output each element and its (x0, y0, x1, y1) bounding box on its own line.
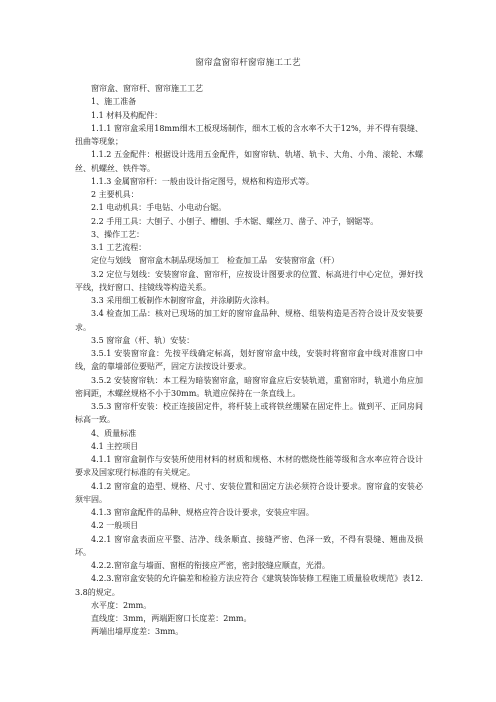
paragraph: 1.1.2 五金配件：根据设计选用五金配件，如窗帘轨、轨堵、轨卡、大角、小角、滚轮、木螺丝、机螺丝、铁件等。 (75, 150, 423, 173)
paragraph: 定位与划线 窗帘盒木制品现场加工 检查加工品 安装窗帘盒（杆） (91, 256, 339, 266)
paragraph: 3.1 工艺流程： (91, 243, 147, 252)
paragraph: 4.2.3.窗帘盒安装的允许偏差和检验方法应符合《建筑装饰装修工程施工质量验收规范》表12.3.8的规定。 (75, 574, 423, 597)
paragraph: 2 主要机具： (91, 190, 139, 199)
paragraph: 4.1.1 窗帘盒制作与安装所使用材料的材质和规格、木材的燃烧性能等级和含水率应符合设计要求及国家现行标准的有关规定。 (75, 455, 423, 478)
paragraph: 3.3 采用细工板制作木制窗帘盒，并涂刷防火涂料。 (91, 296, 275, 305)
paragraph: 2.1 电动机具：手电钻、小电动台锯。 (91, 203, 227, 213)
paragraph: 4.2.1 窗帘盒表面应平整、洁净、线条顺直、接缝严密、色泽一致，不得有裂缝、翘曲及损坏。 (75, 534, 423, 557)
document-title: 窗帘盒窗帘杆窗帘施工工艺 (195, 58, 301, 68)
document-body (75, 82, 423, 639)
paragraph: 直线度：3mm，两端距窗口长度差：2mm。 (91, 614, 252, 623)
paragraph: 4.2 一般项目 (91, 521, 139, 531)
paragraph: 窗帘盒、窗帘杆、窗帘施工工艺 (91, 84, 203, 93)
paragraph: 1.1.1 窗帘盒采用18mm细木工板现场制作，细木工板的含水率不大于12%，并不得有裂缝、扭曲等现象； (75, 123, 423, 146)
paragraph: 水平度：2mm。 (91, 600, 152, 610)
paragraph: 4、质量标准 (91, 428, 137, 438)
paragraph: 4.1.2 窗帘盒的造型、规格、尺寸、安装位置和固定方法必须符合设计要求。窗帘盒的安装必须牢固。 (75, 481, 423, 504)
paragraph: 3、操作工艺： (91, 229, 145, 239)
paragraph: 3.5 窗帘盒（杆、轨）安装： (91, 335, 195, 345)
paragraph: 1.1.3 金属窗帘杆：一般由设计指定图号，规格和构造形式等。 (91, 176, 314, 186)
paragraph: 4.1.3 窗帘盒配件的品种、规格应符合设计要求，安装应牢固。 (91, 508, 314, 517)
paragraph: 1.1 材料及构配件： (91, 110, 163, 120)
paragraph: 2.2 手用工具：大刨子、小刨子、槽刨、手木锯、螺丝刀、凿子、冲子，钢锯等。 (91, 216, 379, 226)
paragraph: 两端出墙厚度差：3mm。 (91, 627, 184, 637)
paragraph: 3.4 检查加工品：核对已现场的加工好的窗帘盒品种、规格、组装构造是否符合设计及安装要求。 (75, 309, 423, 332)
paragraph: 4.2.2.窗帘盒与墙面、窗框的衔接应严密，密封胶缝应顺直，光滑。 (91, 561, 330, 570)
paragraph: 3.5.1 安装窗帘盒：先按平线确定标高，划好窗帘盒中线，安装时将窗帘盒中线对准窗口中线，盒的靠墙部位要贴严，固定方法按设计要求。 (75, 349, 423, 372)
paragraph: 1、施工准备 (91, 97, 137, 107)
paragraph: 3.2 定位与划线：安装窗帘盒、窗帘杆，应按设计图要求的位置、标高进行中心定位，弹好找平线，找好窗口、挂镜线等构造关系。 (75, 269, 423, 292)
paragraph: 3.5.2 安装窗帘轨：本工程为暗装窗帘盒，暗窗帘盒应后安装轨道，重窗帘时，轨道小角应加密间距，木螺丝规格不小于30mm。轨道应保持在一条直线上。 (75, 375, 423, 398)
paragraph: 4.1 主控项目 (91, 441, 139, 451)
paragraph: 3.5.3 窗帘杆安装：校正连接固定件，将杆装上或将铁丝绷紧在固定件上。做到平、正同房间标高一致。 (75, 402, 423, 425)
